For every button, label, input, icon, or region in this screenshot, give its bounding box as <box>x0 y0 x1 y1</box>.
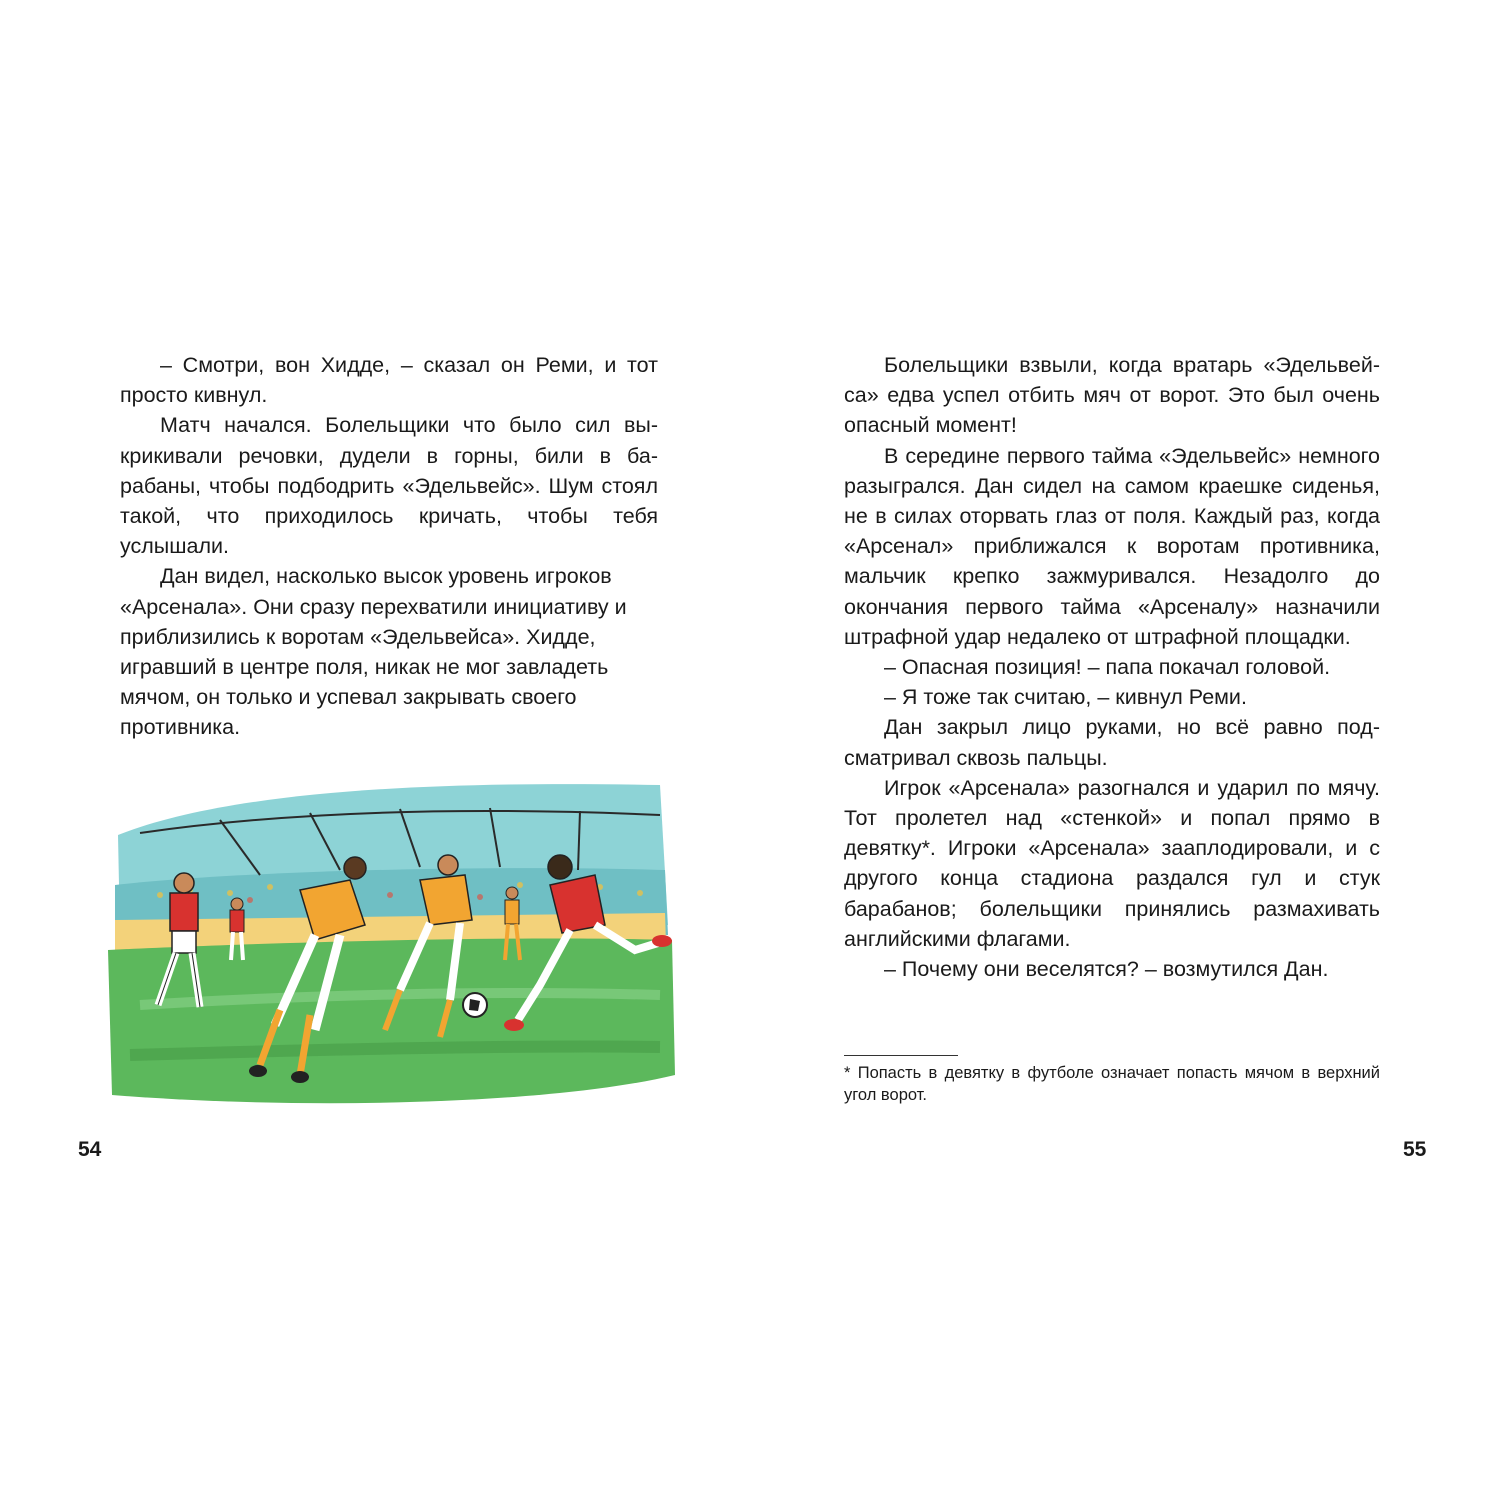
footnote-divider <box>844 1055 958 1056</box>
left-page-text <box>120 350 658 743</box>
football-match-illustration <box>100 775 675 1115</box>
illustration-svg <box>100 775 675 1115</box>
paragraph: – Почему они веселятся? – возмутился Дан. <box>884 957 1329 982</box>
paragraph: – Опасная позиция! – папа покачал головой. <box>884 655 1331 680</box>
paragraph: В середине первого тайма «Эдельвейс» немного разыгрался. Дан сидел на самом краешке сиденья, не в силах оторвать глаз от поля. Каждый раз, когда «Арсенал» приближался к воротам противника, мальчик крепко зажмуривался. Незадолго до окончания первого тайма «Арсеналу» назначили штрафной удар недалеко от штрафной площадки. <box>844 443 1380 649</box>
footnote: * Попасть в девятку в футболе означает попасть мячом в верхний угол ворот. <box>844 1064 1380 1104</box>
paragraph: Болельщики взвыли, когда вратарь «Эдельвейса» едва успел отбить мяч от ворот. Это был очень опасный момент! <box>844 353 1380 438</box>
page-number: 55 <box>1403 1138 1427 1161</box>
paragraph: Дан видел, насколько высок уровень игроков «Арсенала». Они сразу перехватили инициативу и приблизились к воротам «Эдельвейса». Хидде, игравший в центре поля, никак не мог завладеть мячом, он только и успевал закрывать своего противника. <box>120 564 627 740</box>
paragraph: Матч начался. Болельщики что было сил выкрикивали речовки, дудели в горны, били в барабаны, чтобы подбодрить «Эдельвейс». Шум стоял такой, что приходилось кричать, чтобы тебя услышали. <box>120 413 658 559</box>
page-number: 54 <box>78 1138 102 1161</box>
right-page-text <box>844 350 1380 984</box>
paragraph: Игрок «Арсенала» разогнался и ударил по мячу. Тот пролетел над «стенкой» и попал прямо в девятку*. Игроки «Арсенала» зааплодировали, и с другого конца стадиона раздался гул и стук барабанов; болельщики принялись размахивать английскими флагами. <box>844 775 1380 951</box>
paragraph: Дан закрыл лицо руками, но всё равно подсматривал сквозь пальцы. <box>844 715 1380 770</box>
paragraph: – Смотри, вон Хидде, – сказал он Реми, и тот просто кивнул. <box>120 353 658 408</box>
paragraph: – Я тоже так считаю, – кивнул Реми. <box>884 685 1247 710</box>
